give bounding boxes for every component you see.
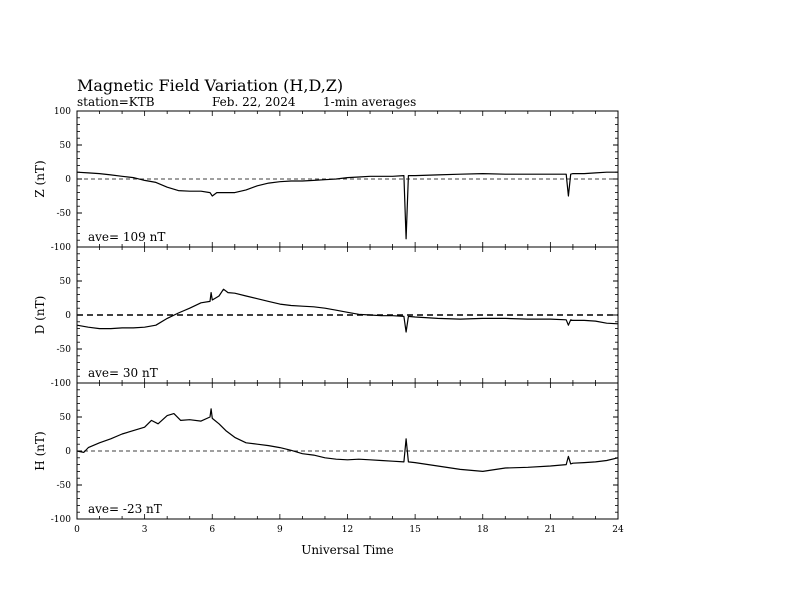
average-label-h: ave= -23 nT — [88, 502, 162, 516]
x-tick-label: 12 — [341, 525, 354, 535]
x-tick-label: 15 — [409, 525, 421, 535]
y-tick-label-d: -100 — [50, 379, 71, 389]
x-tick-label: 0 — [74, 525, 80, 535]
x-tick-label: 18 — [477, 525, 489, 535]
y-tick-label-z: 50 — [59, 141, 71, 151]
y-tick-label-d: -50 — [56, 345, 71, 355]
series-line-d — [77, 289, 618, 332]
average-label-d: ave= 30 nT — [88, 366, 158, 380]
y-axis-label-z: Z (nT) — [33, 160, 47, 198]
y-axis-label-h: H (nT) — [33, 431, 47, 471]
y-tick-label-d: 0 — [65, 311, 71, 321]
chart-title: Magnetic Field Variation (H,D,Z) — [77, 76, 344, 95]
averaging-label: 1-min averages — [323, 95, 417, 109]
y-tick-label-d: 50 — [59, 277, 71, 287]
y-tick-label-z: 100 — [53, 107, 71, 117]
y-tick-label-z: 0 — [65, 175, 71, 185]
y-tick-label-z: -50 — [56, 209, 71, 219]
x-tick-label: 9 — [277, 525, 283, 535]
series-line-h — [77, 409, 618, 472]
x-axis-label: Universal Time — [301, 543, 394, 557]
average-label-z: ave= 109 nT — [88, 230, 166, 244]
y-tick-label-h: 50 — [59, 413, 71, 423]
y-tick-label-h: -100 — [50, 515, 71, 525]
y-tick-label-z: -100 — [50, 243, 71, 253]
panel-frame-z — [77, 111, 618, 247]
station-label: station=KTB — [77, 95, 155, 109]
y-tick-label-h: 0 — [65, 447, 71, 457]
y-tick-label-h: -50 — [56, 481, 71, 491]
date-label: Feb. 22, 2024 — [212, 95, 296, 109]
x-tick-label: 6 — [209, 525, 216, 535]
x-tick-label: 24 — [612, 525, 624, 535]
y-axis-label-d: D (nT) — [33, 295, 47, 335]
series-line-z — [77, 172, 618, 239]
panel-frame-h — [77, 383, 618, 519]
x-tick-label: 21 — [544, 525, 557, 535]
x-tick-label: 3 — [141, 525, 148, 535]
